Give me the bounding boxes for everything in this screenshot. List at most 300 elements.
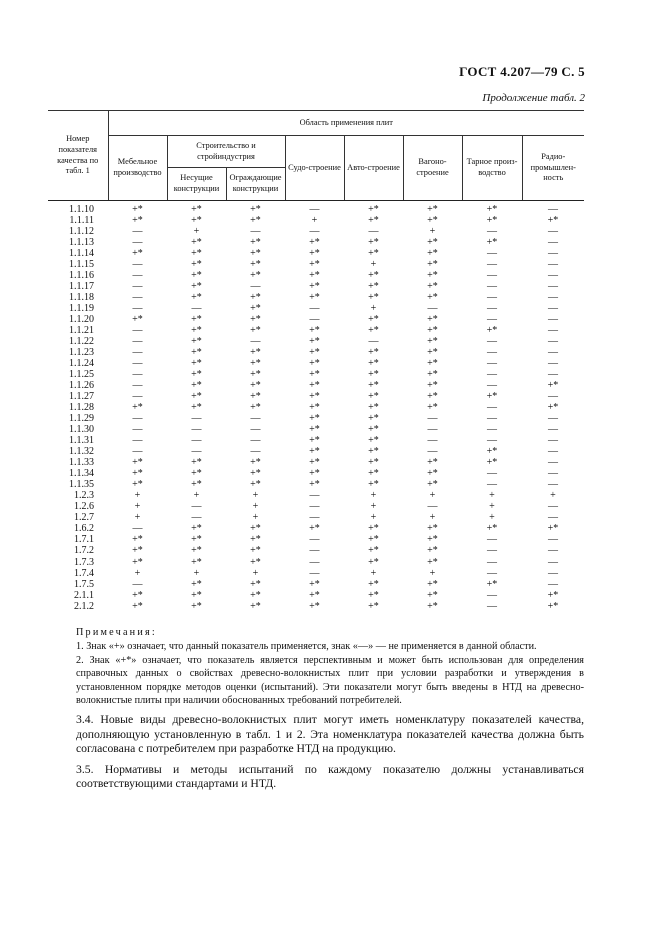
table-cell: — xyxy=(309,512,320,524)
table-cell: +* xyxy=(368,292,379,304)
table-cell: +* xyxy=(191,358,202,370)
table-cell: +* xyxy=(309,468,320,480)
table-cell: — xyxy=(487,424,497,436)
table-cell: +* xyxy=(250,600,261,612)
table-cell: +* xyxy=(132,457,143,469)
table-cell: — xyxy=(132,435,143,447)
table-cell: — xyxy=(487,248,497,260)
table-cell: +* xyxy=(191,281,202,293)
table-cell: +* xyxy=(486,457,498,469)
table-row xyxy=(48,303,584,314)
table-cell: +* xyxy=(368,435,379,447)
row-number: 1.1.23 xyxy=(69,347,94,359)
table-cell: + xyxy=(429,490,436,502)
table-cell: +* xyxy=(250,314,261,326)
table-cell: — xyxy=(548,578,558,590)
table-cell: +* xyxy=(427,259,438,271)
table-row xyxy=(48,557,584,568)
table-cell: — xyxy=(309,534,320,546)
table-row xyxy=(48,292,584,303)
col-header-construction: Строительство и стройиндустрия xyxy=(167,136,285,168)
col-header-area: Область применения плит xyxy=(108,111,584,136)
table-cell: — xyxy=(487,314,497,326)
row-number: 1.1.11 xyxy=(69,215,94,227)
table-cell: +* xyxy=(250,402,261,414)
table-cell: + xyxy=(489,512,495,524)
table-cell: — xyxy=(548,369,558,381)
table-cell: + xyxy=(193,490,200,502)
row-number: 1.1.16 xyxy=(69,270,94,282)
table-cell: +* xyxy=(368,248,379,260)
table-cell: — xyxy=(309,226,320,238)
table-cell: +* xyxy=(427,534,438,546)
table-row xyxy=(48,457,584,468)
table-row xyxy=(48,534,584,545)
table-cell: — xyxy=(487,567,497,579)
table-cell: + xyxy=(550,490,556,502)
table-cell: — xyxy=(548,567,558,579)
table-cell: — xyxy=(548,435,558,447)
notes-title: Примечания: xyxy=(76,627,157,638)
row-number: 1.2.7 xyxy=(74,512,94,524)
table-cell: +* xyxy=(191,589,202,601)
table-cell: +* xyxy=(191,292,202,304)
table-cell: +* xyxy=(191,215,202,227)
row-number: 1.1.20 xyxy=(69,314,94,326)
table-cell: +* xyxy=(191,600,202,612)
table-cell: +* xyxy=(191,556,202,568)
table-cell: +* xyxy=(368,424,379,436)
table-cell: — xyxy=(132,424,143,436)
row-number: 1.1.26 xyxy=(69,380,94,392)
table-cell: +* xyxy=(309,424,320,436)
table-cell: +* xyxy=(309,402,320,414)
row-number: 1.7.3 xyxy=(74,556,94,568)
table-cell: +* xyxy=(132,600,143,612)
table-cell: +* xyxy=(427,281,438,293)
table-cell: +* xyxy=(486,215,498,227)
table-cell: + xyxy=(252,567,259,579)
table-cell: +* xyxy=(486,446,498,458)
table-cell: — xyxy=(309,556,320,568)
table-cell: — xyxy=(191,446,202,458)
table-cell: +* xyxy=(132,545,143,557)
table-cell: — xyxy=(132,259,143,271)
table-cell: — xyxy=(132,226,143,238)
table-cell: +* xyxy=(427,314,438,326)
table-cell: +* xyxy=(250,589,261,601)
table-cell: +* xyxy=(368,402,379,414)
table-row xyxy=(48,336,584,347)
table-cell: +* xyxy=(368,545,379,557)
table-cell: +* xyxy=(191,237,202,249)
table-cell: +* xyxy=(132,479,143,491)
table-cell: — xyxy=(132,336,143,348)
table-cell: — xyxy=(487,226,497,238)
table-row xyxy=(48,402,584,413)
table-cell: — xyxy=(487,270,497,282)
table-cell: + xyxy=(489,501,495,513)
table-cell: +* xyxy=(250,237,261,249)
table-cell: +* xyxy=(191,325,202,337)
table-cell: +* xyxy=(250,578,261,590)
table-row xyxy=(48,590,584,601)
table-cell: — xyxy=(250,336,261,348)
table-cell: — xyxy=(548,336,558,348)
table-header xyxy=(48,111,584,201)
table-cell: + xyxy=(370,512,377,524)
table-cell: — xyxy=(487,292,497,304)
table-cell: +* xyxy=(427,556,438,568)
table-row xyxy=(48,215,584,226)
table-cell: — xyxy=(548,446,558,458)
table-row xyxy=(48,512,584,523)
table-cell: +* xyxy=(309,347,320,359)
table-cell: + xyxy=(370,303,377,315)
table-row xyxy=(48,347,584,358)
table-cell: — xyxy=(548,270,558,282)
col-header-auto: Авто-строение xyxy=(344,136,403,201)
note-1: 1. Знак «+» означает, что данный показатель применяется, знак «—» — не применяется в данной области. xyxy=(76,641,537,653)
table-row xyxy=(48,369,584,380)
table-cell: — xyxy=(548,391,558,403)
row-number: 1.1.32 xyxy=(69,446,94,458)
table-cell: — xyxy=(487,545,497,557)
table-cell: +* xyxy=(427,380,438,392)
table-cell: — xyxy=(487,380,497,392)
table-cell: +* xyxy=(250,248,261,260)
table-row xyxy=(48,237,584,248)
table-cell: — xyxy=(548,226,558,238)
table-cell: +* xyxy=(309,292,320,304)
table-cell: + xyxy=(370,501,377,513)
table-cell: — xyxy=(548,501,558,513)
table-row xyxy=(48,545,584,556)
table-cell: +* xyxy=(309,600,320,612)
table-cell: + xyxy=(370,490,377,502)
table-cell: — xyxy=(548,534,558,546)
table-row xyxy=(48,314,584,325)
table-cell: — xyxy=(548,512,558,524)
table-cell: — xyxy=(427,424,438,436)
table-cell: — xyxy=(132,347,143,359)
table-cell: — xyxy=(548,457,558,469)
table-cell: +* xyxy=(368,391,379,403)
table-continuation-label: Продолжение табл. 2 xyxy=(482,92,585,104)
table-cell: — xyxy=(191,424,202,436)
row-number: 1.7.1 xyxy=(74,534,94,546)
table-cell: +* xyxy=(547,600,559,612)
table-cell: +* xyxy=(250,523,261,535)
row-number: 1.1.14 xyxy=(69,248,94,260)
table-cell: +* xyxy=(368,237,379,249)
table-cell: — xyxy=(487,413,497,425)
table-cell: +* xyxy=(309,325,320,337)
table-cell: — xyxy=(487,468,497,480)
table-cell: — xyxy=(548,281,558,293)
table-cell: — xyxy=(548,468,558,480)
table-cell: +* xyxy=(427,248,438,260)
table-row xyxy=(48,435,584,446)
table-cell: +* xyxy=(250,457,261,469)
table-cell: +* xyxy=(547,380,559,392)
table-row xyxy=(48,281,584,292)
row-number: 1.2.6 xyxy=(74,501,94,513)
table-cell: +* xyxy=(191,391,202,403)
table-cell: — xyxy=(132,270,143,282)
table-cell: +* xyxy=(486,523,498,535)
table-cell: — xyxy=(487,479,497,491)
table-cell: — xyxy=(548,358,558,370)
table-cell: + xyxy=(429,567,436,579)
table-cell: — xyxy=(132,523,143,535)
note-2: 2. Знак «+*» означает, что показатель является перспективным и может быть использован для определения справочных данных о свойствах древесно-волокнистых плит при условии разработки и утверждения в установленном порядке методов оценки (испытаний). Эти показатели могут быть введены в НТД на древесно-волокнистые плиты при наличии обоснованных требований потребителей. xyxy=(76,654,584,707)
paragraph-3-4: 3.4. Новые виды древесно-волокнистых плит могут иметь номенклатуру показателей качества, дополняющую установленную в табл. 1 и 2. Эта номенклатура показателей качества должна быть согласована с потребителем при разработке НТД на продукцию. xyxy=(76,713,584,756)
table-row xyxy=(48,468,584,479)
table-cell: +* xyxy=(427,347,438,359)
table-cell: +* xyxy=(368,523,379,535)
table-cell: — xyxy=(548,259,558,271)
table-cell: — xyxy=(487,303,497,315)
table-row xyxy=(48,523,584,534)
table-cell: +* xyxy=(309,281,320,293)
table-cell: +* xyxy=(250,325,261,337)
notes-section xyxy=(76,626,584,707)
table-cell: +* xyxy=(368,413,379,425)
row-number: 1.7.2 xyxy=(74,545,94,557)
table-cell: +* xyxy=(191,270,202,282)
table-cell: +* xyxy=(191,369,202,381)
table-cell: +* xyxy=(427,237,438,249)
table-cell: — xyxy=(191,435,202,447)
table-cell: — xyxy=(250,446,261,458)
table-cell: — xyxy=(548,204,558,215)
table-cell: +* xyxy=(132,468,143,480)
table-cell: +* xyxy=(368,369,379,381)
col-header-radio: Радио-промышлен-ность xyxy=(522,136,584,201)
table-cell: — xyxy=(132,325,143,337)
table-cell: +* xyxy=(132,248,143,260)
table-cell: +* xyxy=(427,457,438,469)
col-header-shipbuilding: Судо-строение xyxy=(285,136,344,201)
table-cell: + xyxy=(429,512,436,524)
table-cell: — xyxy=(487,534,497,546)
table-cell: — xyxy=(548,413,558,425)
row-number: 1.1.24 xyxy=(69,358,94,370)
col-header-furniture: Мебельное производство xyxy=(108,136,167,201)
table-cell: — xyxy=(427,435,438,447)
table-cell: +* xyxy=(250,303,261,315)
table-cell: — xyxy=(132,281,143,293)
table-cell: + xyxy=(252,501,259,513)
table-cell: — xyxy=(548,237,558,249)
table-cell: +* xyxy=(427,479,438,491)
table-cell: +* xyxy=(191,578,202,590)
table-cell: +* xyxy=(309,523,320,535)
row-number: 1.2.3 xyxy=(74,490,94,502)
row-number: 1.1.13 xyxy=(69,237,94,249)
table-cell: +* xyxy=(368,281,379,293)
table-cell: — xyxy=(548,325,558,337)
table-row xyxy=(48,270,584,281)
table-cell: +* xyxy=(368,446,379,458)
table-cell: — xyxy=(368,336,379,348)
table-cell: +* xyxy=(368,380,379,392)
table-row xyxy=(48,501,584,512)
table-cell: — xyxy=(132,237,143,249)
table-cell: +* xyxy=(368,589,379,601)
table-cell: +* xyxy=(191,479,202,491)
row-number: 1.1.34 xyxy=(69,468,94,480)
table-cell: +* xyxy=(250,380,261,392)
row-number: 1.1.15 xyxy=(69,259,94,271)
row-number: 1.1.33 xyxy=(69,457,94,469)
table-cell: +* xyxy=(250,215,261,227)
table-cell: — xyxy=(487,336,497,348)
row-number: 1.7.4 xyxy=(74,567,94,579)
table-cell: — xyxy=(548,347,558,359)
table-cell: +* xyxy=(427,523,438,535)
table-cell: +* xyxy=(191,523,202,535)
table-cell: — xyxy=(487,358,497,370)
table-cell: — xyxy=(250,226,261,238)
table-cell: +* xyxy=(427,369,438,381)
table-cell: +* xyxy=(427,578,438,590)
row-number: 1.1.19 xyxy=(69,303,94,315)
table-cell: +* xyxy=(427,600,438,612)
table-cell: — xyxy=(309,490,320,502)
table-cell: — xyxy=(427,446,438,458)
row-number: 1.6.2 xyxy=(74,523,94,535)
table-cell: — xyxy=(487,589,497,601)
table-cell: +* xyxy=(250,347,261,359)
table-cell: — xyxy=(191,413,202,425)
row-number: 1.1.28 xyxy=(69,402,94,414)
table-cell: +* xyxy=(427,391,438,403)
row-number: 2.1.1 xyxy=(74,589,94,601)
table-cell: +* xyxy=(191,204,202,215)
col-header-tare: Тарное произ-водство xyxy=(462,136,522,201)
row-number: 1.1.12 xyxy=(69,226,94,238)
row-number: 1.1.30 xyxy=(69,424,94,436)
table-cell: +* xyxy=(486,391,498,403)
table-cell: +* xyxy=(547,215,559,227)
table-cell: — xyxy=(548,556,558,568)
table-cell: +* xyxy=(191,545,202,557)
table-cell: — xyxy=(487,347,497,359)
table-cell: +* xyxy=(132,204,143,215)
table-cell: — xyxy=(250,435,261,447)
table-cell: +* xyxy=(309,369,320,381)
table-cell: — xyxy=(368,226,379,238)
table-row xyxy=(48,413,584,424)
table-cell: +* xyxy=(427,358,438,370)
table-row xyxy=(48,259,584,270)
row-number: 2.1.2 xyxy=(74,600,94,612)
table-cell: — xyxy=(309,545,320,557)
table-cell: +* xyxy=(250,556,261,568)
table-cell: +* xyxy=(309,457,320,469)
table-cell: +* xyxy=(486,578,498,590)
table-cell: — xyxy=(548,424,558,436)
table-cell: + xyxy=(370,259,377,271)
table-cell: +* xyxy=(191,457,202,469)
table-cell: +* xyxy=(250,479,261,491)
table-cell: +* xyxy=(309,380,320,392)
table-cell: — xyxy=(132,303,143,315)
table-cell: +* xyxy=(191,314,202,326)
table-cell: — xyxy=(548,545,558,557)
table-cell: — xyxy=(191,512,202,524)
table-cell: + xyxy=(193,567,200,579)
table-cell: +* xyxy=(191,468,202,480)
table-cell: — xyxy=(132,369,143,381)
table-cell: +* xyxy=(309,248,320,260)
table-cell: — xyxy=(548,479,558,491)
table-cell: +* xyxy=(250,204,261,215)
table-cell: +* xyxy=(486,325,498,337)
table-cell: +* xyxy=(250,534,261,546)
table-cell: +* xyxy=(427,204,438,215)
table-row xyxy=(48,358,584,369)
table-cell: — xyxy=(132,358,143,370)
table-cell: +* xyxy=(368,578,379,590)
table-cell: — xyxy=(250,281,261,293)
table-cell: +* xyxy=(427,325,438,337)
table-cell: +* xyxy=(250,545,261,557)
paragraph-3-5: 3.5. Нормативы и методы испытаний по каждому показателю должны устанавливаться соответствующими стандартами и НТД. xyxy=(76,762,584,791)
table-cell: +* xyxy=(368,479,379,491)
table-row xyxy=(48,446,584,457)
table-cell: + xyxy=(193,226,200,238)
table-cell: + xyxy=(134,490,141,502)
table-cell: +* xyxy=(191,534,202,546)
table-cell: — xyxy=(487,259,497,271)
table-cell: +* xyxy=(427,336,438,348)
table-cell: — xyxy=(548,292,558,304)
table-cell: + xyxy=(311,215,318,227)
table-cell: +* xyxy=(368,556,379,568)
row-number: 1.1.21 xyxy=(69,325,94,337)
table-cell: — xyxy=(548,314,558,326)
table-row xyxy=(48,226,584,237)
table-cell: +* xyxy=(368,270,379,282)
table-row xyxy=(48,391,584,402)
table-cell: — xyxy=(191,303,202,315)
table-cell: +* xyxy=(547,523,559,535)
table-cell: +* xyxy=(427,589,438,601)
table-cell: +* xyxy=(191,347,202,359)
table-cell: — xyxy=(191,501,202,513)
table-cell: +* xyxy=(191,248,202,260)
table-cell: + xyxy=(134,512,141,524)
table-row xyxy=(48,248,584,259)
table-cell: +* xyxy=(309,435,320,447)
table-cell: +* xyxy=(368,534,379,546)
table-cell: — xyxy=(132,578,143,590)
table-cell: +* xyxy=(191,336,202,348)
table-cell: + xyxy=(489,490,495,502)
table-cell: +* xyxy=(132,589,143,601)
table-cell: — xyxy=(309,314,320,326)
table-row xyxy=(48,325,584,336)
table-cell: +* xyxy=(250,358,261,370)
row-number: 1.1.17 xyxy=(69,281,94,293)
table-cell: +* xyxy=(427,402,438,414)
table-cell: +* xyxy=(368,347,379,359)
col-header-enclosing: Ограждающие конструкции xyxy=(226,168,285,201)
table-cell: +* xyxy=(250,391,261,403)
